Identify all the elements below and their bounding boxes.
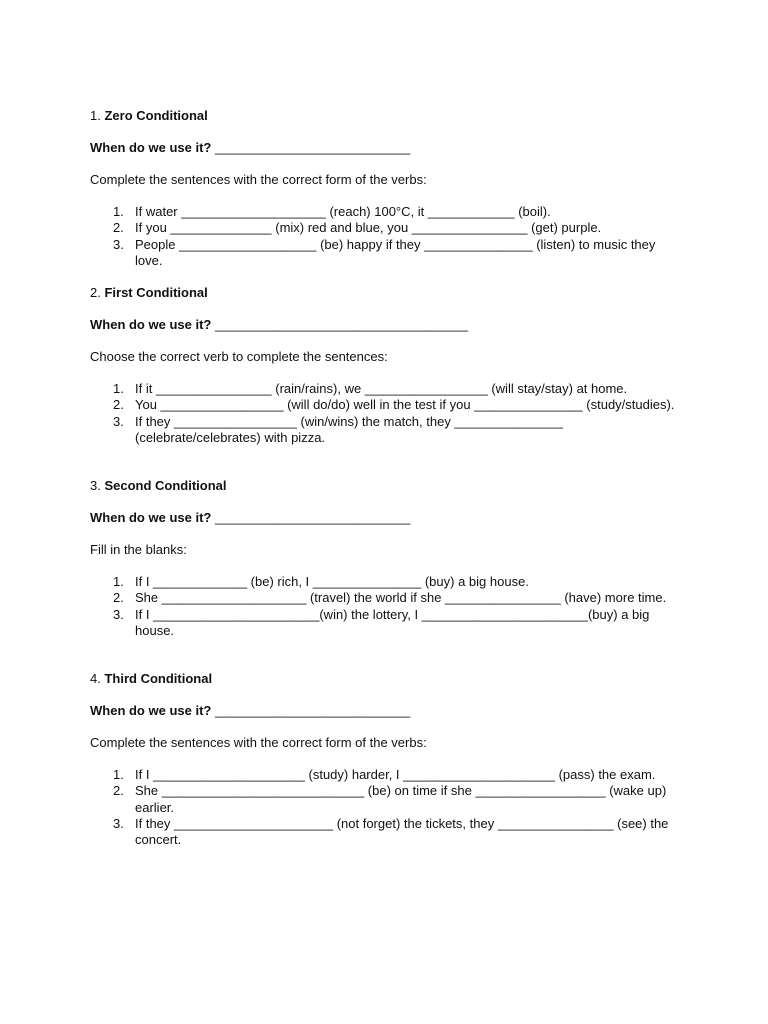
- section-title: [90, 108, 208, 124]
- exercise-list: [90, 381, 680, 446]
- section-number: 2.: [90, 285, 101, 300]
- question-label: When do we use it?: [90, 317, 212, 332]
- item-text: If water ____________________ (reach) 100°C, it ____________ (boil).: [135, 204, 551, 219]
- answer-blank[interactable]: ___________________________________: [214, 317, 469, 332]
- item-text: If they ______________________ (not forget) the tickets, they ________________ (see) the concert.: [135, 815, 669, 848]
- question-label: When do we use it?: [90, 703, 212, 718]
- item-number: 1.: [113, 767, 124, 782]
- question-label: When do we use it?: [90, 510, 212, 525]
- item-number: 2.: [113, 783, 124, 799]
- item-number: 1.: [113, 574, 124, 589]
- list-item: [90, 414, 680, 447]
- list-item: [90, 237, 680, 270]
- answer-blank[interactable]: ___________________________: [214, 510, 411, 525]
- item-text: If you ______________ (mix) red and blue, you ________________ (get) purple.: [135, 220, 602, 236]
- item-number: 1.: [113, 204, 124, 219]
- exercise-list: [90, 574, 680, 639]
- section-title: [90, 671, 212, 687]
- question-line: [90, 703, 410, 719]
- item-number: 3.: [113, 606, 124, 622]
- item-text: She ____________________________ (be) on time if she __________________ (wake up) earlier.: [135, 783, 667, 815]
- instruction: Complete the sentences with the correct form of the verbs:: [90, 735, 427, 750]
- item-number: 2.: [113, 220, 124, 236]
- item-text: People ___________________ (be) happy if they _______________ (listen) to music they love.: [135, 236, 656, 268]
- section-title-text: First Conditional: [104, 285, 208, 300]
- item-number: 1.: [113, 381, 124, 396]
- section-title-text: Third Conditional: [104, 671, 213, 686]
- list-item: [90, 816, 680, 849]
- section-number: 4.: [90, 671, 101, 686]
- item-number: 3.: [113, 413, 124, 429]
- list-item: [90, 220, 680, 236]
- list-item: [90, 767, 680, 783]
- exercise-list: [90, 767, 680, 848]
- item-text: If they _________________ (win/wins) the match, they _______________ (celebrate/celebrates) with pizza.: [135, 413, 563, 445]
- item-text: If I _____________ (be) rich, I _______________ (buy) a big house.: [135, 574, 529, 589]
- answer-blank[interactable]: ___________________________: [214, 703, 411, 718]
- list-item: [90, 397, 680, 413]
- section-title: [90, 478, 227, 494]
- list-item: [90, 381, 680, 397]
- item-text: You _________________ (will do/do) well in the test if you _______________ (study/studies).: [135, 397, 675, 413]
- item-number: 3.: [113, 815, 124, 831]
- list-item: [90, 590, 680, 606]
- item-text: If I _______________________(win) the lottery, I _______________________(buy) a big house.: [135, 606, 650, 638]
- instruction: Choose the correct verb to complete the sentences:: [90, 349, 388, 364]
- item-text: She ____________________ (travel) the world if she ________________ (have) more time.: [135, 590, 667, 606]
- list-item: [90, 607, 680, 640]
- question-line: [90, 317, 468, 333]
- list-item: [90, 574, 680, 590]
- item-text: If it ________________ (rain/rains), we _________________ (will stay/stay) at home.: [135, 381, 628, 396]
- item-text: If I _____________________ (study) harder, I _____________________ (pass) the exam.: [135, 767, 656, 782]
- exercise-list: [90, 204, 680, 269]
- question-line: [90, 510, 410, 526]
- section-title-text: Second Conditional: [104, 478, 227, 493]
- instruction: Complete the sentences with the correct form of the verbs:: [90, 172, 427, 187]
- section-title-text: Zero Conditional: [104, 108, 208, 123]
- list-item: [90, 783, 680, 816]
- section-number: 1.: [90, 108, 101, 123]
- answer-blank[interactable]: ___________________________: [214, 140, 411, 155]
- question-label: When do we use it?: [90, 140, 212, 155]
- question-line: [90, 140, 410, 156]
- section-title: [90, 285, 208, 301]
- item-number: 2.: [113, 590, 124, 606]
- instruction: Fill in the blanks:: [90, 542, 187, 557]
- list-item: [90, 204, 680, 220]
- item-number: 3.: [113, 236, 124, 252]
- section-number: 3.: [90, 478, 101, 493]
- item-number: 2.: [113, 397, 124, 413]
